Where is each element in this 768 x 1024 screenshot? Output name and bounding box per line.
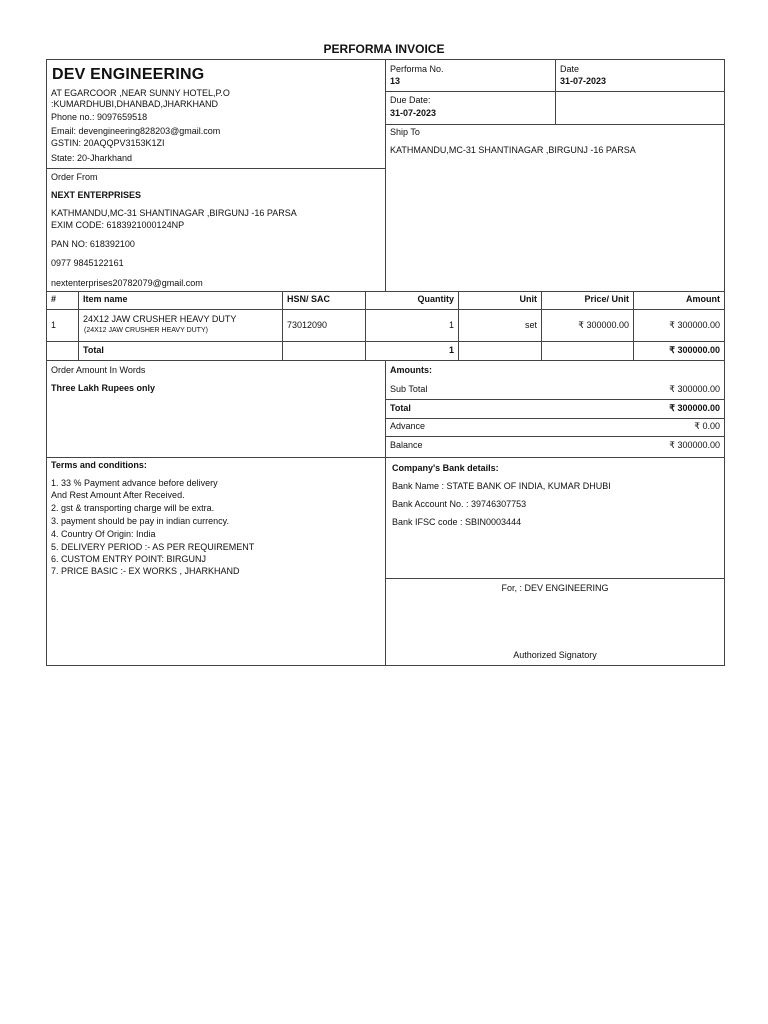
bank-bottom-line — [385, 578, 725, 579]
balance-value: ₹ 300000.00 — [669, 440, 720, 450]
terms-line: 4. Country Of Origin: India — [51, 529, 156, 539]
header-divider — [385, 59, 386, 291]
col-header-quantity: Quantity — [417, 294, 454, 304]
total-label: Total — [390, 403, 411, 413]
subtotal-label: Sub Total — [390, 384, 428, 394]
balance-label: Balance — [390, 440, 423, 450]
authorized-signatory-label: Authorized Signatory — [513, 650, 597, 660]
row-1-item-description: (24X12 JAW CRUSHER HEAVY DUTY) — [84, 327, 208, 334]
col-header-amount: Amount — [686, 294, 720, 304]
meta-row-line-2 — [385, 124, 725, 125]
performa-no-label: Performa No. — [390, 64, 444, 74]
amounts-label: Amounts: — [390, 365, 432, 375]
ship-to-label: Ship To — [390, 127, 420, 137]
ship-to-address: KATHMANDU,MC-31 SHANTINAGAR ,BIRGUNJ -16 PARSA — [390, 145, 636, 155]
table-header-line — [46, 309, 725, 310]
buyer-address: KATHMANDU,MC-31 SHANTINAGAR ,BIRGUNJ -16 PARSA — [51, 208, 297, 218]
seller-name: DEV ENGINEERING — [52, 66, 205, 83]
buyer-pan: PAN NO: 618392100 — [51, 239, 135, 249]
advance-value: ₹ 0.00 — [694, 421, 720, 431]
terms-divider — [385, 457, 386, 666]
table-top-line — [46, 291, 725, 292]
meta-row-line-1 — [385, 91, 725, 92]
amounts-line-3 — [385, 436, 725, 437]
row-1-hsn: 73012090 — [287, 320, 328, 330]
subtotal-value: ₹ 300000.00 — [669, 384, 720, 394]
col-line-2 — [282, 291, 283, 360]
col-header-unit: Unit — [519, 294, 537, 304]
row-1-item-name: 24X12 JAW CRUSHER HEAVY DUTY — [83, 314, 237, 324]
terms-line: 2. gst & transporting charge will be extra. — [51, 503, 215, 513]
table-total-quantity: 1 — [448, 345, 454, 355]
order-from-label: Order From — [51, 172, 98, 182]
buyer-exim-code: EXIM CODE: 6183921000124NP — [51, 220, 185, 230]
bank-ifsc-code: Bank IFSC code : SBIN0003444 — [392, 517, 522, 527]
advance-label: Advance — [390, 421, 426, 431]
bank-account-number: Bank Account No. : 39746307753 — [392, 499, 527, 509]
row-1-quantity: 1 — [448, 320, 454, 330]
amount-in-words-label: Order Amount In Words — [51, 365, 146, 375]
buyer-name: NEXT ENTERPRISES — [51, 190, 142, 200]
terms-line: 6. CUSTOM ENTRY POINT: BIRGUNJ — [51, 554, 207, 564]
bank-details-label: Company's Bank details: — [392, 463, 499, 473]
col-line-1 — [78, 291, 79, 360]
col-header-number: # — [51, 294, 57, 304]
amounts-line-2 — [385, 418, 725, 419]
seller-bottom-line — [46, 168, 385, 169]
terms-line: And Rest Amount After Received. — [51, 490, 185, 500]
invoice-title: PERFORMA INVOICE — [323, 42, 445, 56]
terms-line: 3. payment should be pay in indian currency. — [51, 516, 229, 526]
seller-gstin: GSTIN: 20AQQPV3153K1ZI — [51, 138, 165, 148]
amount-in-words-value: Three Lakh Rupees only — [51, 383, 156, 393]
row-1-number: 1 — [51, 320, 57, 330]
due-date-label: Due Date: — [390, 95, 431, 105]
col-header-price-unit: Price/ Unit — [584, 294, 629, 304]
terms-line: 7. PRICE BASIC :- EX WORKS , JHARKHAND — [51, 566, 240, 576]
seller-address-line-2: :KUMARDHUBI,DHANBAD,JHARKHAND — [51, 99, 219, 109]
seller-phone: Phone no.: 9097659518 — [51, 112, 148, 122]
buyer-phone: 0977 9845122161 — [51, 258, 124, 268]
amounts-divider — [385, 360, 386, 458]
row-1-unit: set — [524, 320, 537, 330]
due-date-value: 31-07-2023 — [390, 108, 437, 118]
terms-line: 1. 33 % Payment advance before delivery — [51, 478, 218, 488]
buyer-email: nextenterprises20782079@gmail.com — [51, 278, 203, 288]
seller-state: State: 20-Jharkhand — [51, 153, 133, 163]
row-1-price: ₹ 300000.00 — [578, 320, 629, 330]
date-label: Date — [560, 64, 580, 74]
col-header-hsn-sac: HSN/ SAC — [287, 294, 331, 304]
table-row-line — [46, 341, 725, 342]
date-value: 31-07-2023 — [560, 76, 607, 86]
amounts-line-1 — [385, 399, 725, 400]
terms-label: Terms and conditions: — [51, 460, 147, 470]
performa-no-value: 13 — [390, 76, 401, 86]
seller-email: Email: devengineering828203@gmail.com — [51, 126, 221, 136]
table-total-amount: ₹ 300000.00 — [669, 345, 720, 355]
signature-for-company: For, : DEV ENGINEERING — [501, 583, 609, 593]
table-total-label: Total — [83, 345, 104, 355]
terms-line: 5. DELIVERY PERIOD :- AS PER REQUIREMENT — [51, 542, 255, 552]
total-value: ₹ 300000.00 — [669, 403, 720, 413]
bank-name: Bank Name : STATE BANK OF INDIA, KUMAR DHUBI — [392, 481, 611, 491]
row-1-amount: ₹ 300000.00 — [669, 320, 720, 330]
seller-address-line-1: AT EGARCOOR ,NEAR SUNNY HOTEL,P.O — [51, 88, 230, 98]
col-header-item-name: Item name — [83, 294, 128, 304]
